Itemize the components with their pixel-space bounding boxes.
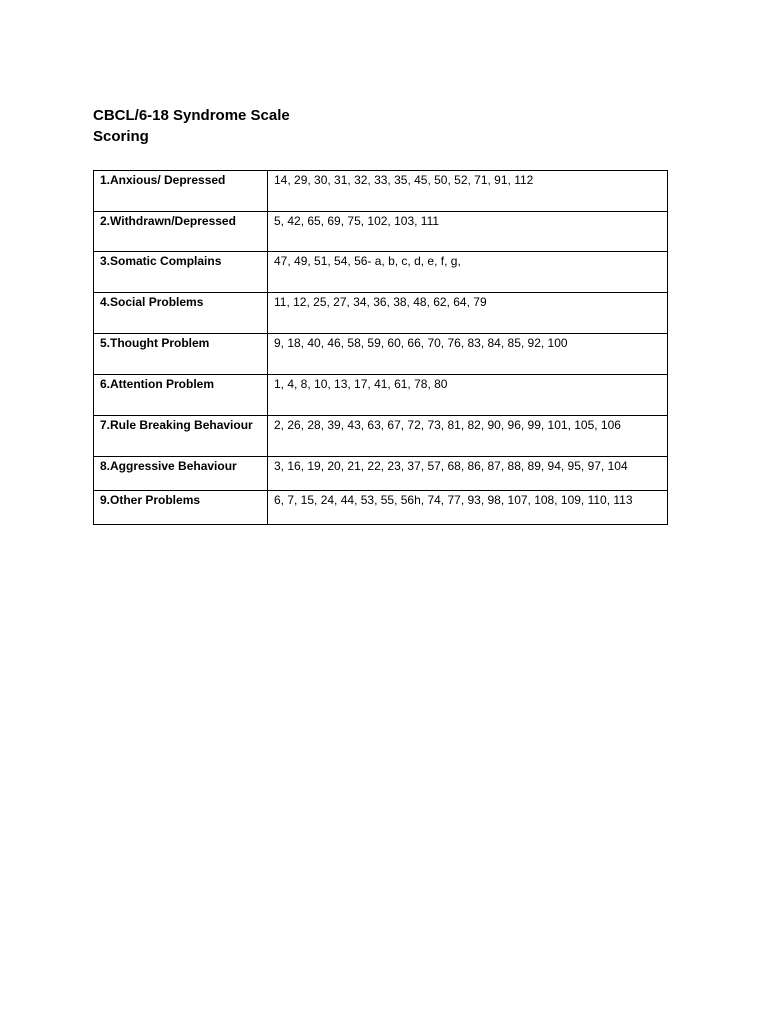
scale-name-cell: 4.Social Problems	[94, 293, 268, 334]
scale-items-cell: 11, 12, 25, 27, 34, 36, 38, 48, 62, 64, 79	[268, 293, 668, 334]
scale-name-cell: 9.Other Problems	[94, 491, 268, 525]
scale-name-cell: 7.Rule Breaking Behaviour	[94, 416, 268, 457]
title-line-1: CBCL/6-18 Syndrome Scale	[93, 107, 290, 124]
scale-items-cell: 2, 26, 28, 39, 43, 63, 67, 72, 73, 81, 82, 90, 96, 99, 101, 105, 106	[268, 416, 668, 457]
scale-name-cell: 2.Withdrawn/Depressed	[94, 212, 268, 252]
table-row	[94, 293, 668, 334]
scale-name-cell: 1.Anxious/ Depressed	[94, 171, 268, 212]
table-row	[94, 334, 668, 375]
scale-items-cell: 47, 49, 51, 54, 56- a, b, c, d, e, f, g,	[268, 252, 668, 293]
scale-items-cell: 9, 18, 40, 46, 58, 59, 60, 66, 70, 76, 83, 84, 85, 92, 100	[268, 334, 668, 375]
scale-items-cell: 3, 16, 19, 20, 21, 22, 23, 37, 57, 68, 86, 87, 88, 89, 94, 95, 97, 104	[268, 457, 668, 491]
table-row	[94, 212, 668, 252]
scale-name-cell: 3.Somatic Complains	[94, 252, 268, 293]
scale-items-cell: 1, 4, 8, 10, 13, 17, 41, 61, 78, 80	[268, 375, 668, 416]
scale-name-cell: 5.Thought Problem	[94, 334, 268, 375]
table-row	[94, 252, 668, 293]
table-row	[94, 375, 668, 416]
scale-items-cell: 5, 42, 65, 69, 75, 102, 103, 111	[268, 212, 668, 252]
table-row	[94, 457, 668, 491]
table-row	[94, 416, 668, 457]
document-title	[93, 105, 290, 147]
scale-items-cell: 6, 7, 15, 24, 44, 53, 55, 56h, 74, 77, 93, 98, 107, 108, 109, 110, 113	[268, 491, 668, 525]
table-row	[94, 491, 668, 525]
scale-name-cell: 8.Aggressive Behaviour	[94, 457, 268, 491]
scale-items-cell: 14, 29, 30, 31, 32, 33, 35, 45, 50, 52, 71, 91, 112	[268, 171, 668, 212]
table-row	[94, 171, 668, 212]
syndrome-scale-table	[93, 170, 668, 525]
scale-name-cell: 6.Attention Problem	[94, 375, 268, 416]
title-line-2: Scoring	[93, 128, 149, 145]
